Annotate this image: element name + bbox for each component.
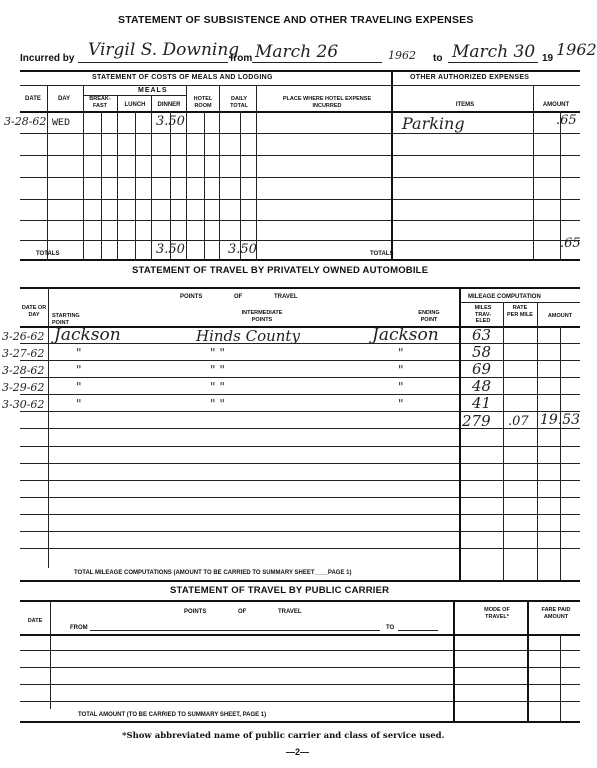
carrier-col-fare: FARE PAID AMOUNT bbox=[541, 607, 571, 620]
meals-col-line bbox=[204, 111, 205, 259]
col-hotel: HOTEL ROOM bbox=[193, 96, 213, 109]
auto-row-line bbox=[20, 411, 580, 412]
meals-col-line bbox=[170, 111, 171, 259]
other-row1-item[interactable]: Parking bbox=[402, 114, 465, 133]
auto-row-date[interactable]: 3-29-62 bbox=[2, 381, 45, 394]
auto-col-line bbox=[48, 288, 49, 568]
auto-row-end[interactable]: " bbox=[398, 363, 404, 377]
auto-row-mid[interactable]: " " bbox=[210, 397, 225, 411]
auto-row-start[interactable]: " bbox=[76, 363, 82, 377]
meals-label: MEALS bbox=[138, 87, 168, 94]
meals-totals-label: TOTALS bbox=[36, 251, 60, 257]
meals-col-line bbox=[101, 111, 102, 259]
auto-row-mid[interactable]: " " bbox=[210, 346, 225, 360]
auto-row-end[interactable]: " bbox=[398, 346, 404, 360]
col-place: PLACE WHERE HOTEL EXPENSE INCURRED bbox=[282, 96, 372, 109]
col-date: DATE bbox=[25, 96, 41, 102]
meals-section-title: STATEMENT OF COSTS OF MEALS AND LODGING bbox=[92, 74, 273, 81]
meals-header-bottom bbox=[20, 111, 580, 113]
to-date[interactable]: March 30 bbox=[452, 42, 536, 62]
col-breakfast: BREAK-FAST bbox=[89, 96, 111, 109]
auto-row-end[interactable]: " bbox=[398, 397, 404, 411]
col-daily: DAILY TOTAL bbox=[230, 96, 248, 109]
carrier-col-mode: MODE OF TRAVEL* bbox=[484, 607, 510, 620]
carrier-header-bottom bbox=[20, 634, 580, 636]
meals-total-daily: 3.50 bbox=[228, 242, 257, 257]
other-total-amount: .65 bbox=[560, 236, 581, 251]
auto-row-line bbox=[20, 531, 580, 532]
meals-table-top bbox=[20, 70, 580, 72]
auto-row-date[interactable]: 3-30-62 bbox=[2, 398, 45, 411]
year1: 1962 bbox=[388, 49, 416, 62]
other-section-title: OTHER AUTHORIZED EXPENSES bbox=[410, 74, 530, 81]
meals-col-line bbox=[186, 86, 187, 259]
incurred-label: Incurred by bbox=[20, 53, 75, 64]
auto-row-start[interactable]: " bbox=[76, 346, 82, 360]
page-number: —2— bbox=[286, 747, 310, 757]
meals-col-line bbox=[83, 86, 84, 259]
meals-other-divider bbox=[391, 70, 393, 260]
auto-footer-label: TOTAL MILEAGE COMPUTATIONS (AMOUNT TO BE CARRIED TO SUMMARY SHEET____PAGE 1) bbox=[74, 570, 352, 576]
carrier-fare-divider bbox=[527, 601, 529, 721]
auto-row-line bbox=[20, 446, 580, 447]
auto-row-date[interactable]: 3-27-62 bbox=[2, 347, 45, 360]
auto-row-date[interactable]: 3-28-62 bbox=[2, 364, 45, 377]
other-amount-line bbox=[533, 86, 534, 259]
meals-title-rule bbox=[20, 85, 580, 86]
auto-col-starting: STARTING POINT bbox=[52, 313, 80, 326]
auto-row-line bbox=[20, 394, 580, 395]
from-label: from bbox=[230, 53, 253, 64]
auto-section-title: STATEMENT OF TRAVEL BY PRIVATELY OWNED AUTOMOBILE bbox=[132, 265, 429, 276]
carrier-section-title: STATEMENT OF TRAVEL BY PUBLIC CARRIER bbox=[170, 585, 390, 596]
auto-row-miles[interactable]: 58 bbox=[472, 343, 492, 361]
auto-col-date: DATE OR DAY bbox=[21, 305, 47, 318]
to-label: to bbox=[433, 53, 443, 64]
meals-col-line bbox=[47, 86, 48, 259]
meal-row1-dinner[interactable]: 3.50 bbox=[156, 114, 185, 129]
auto-row-miles[interactable]: 41 bbox=[472, 394, 492, 412]
mileage-subrule bbox=[460, 302, 580, 303]
auto-col-miles: MILES TRAV-ELED bbox=[474, 305, 492, 324]
meals-col-line bbox=[117, 95, 118, 259]
auto-total-miles[interactable]: 279 bbox=[462, 412, 491, 430]
other-totals-label: TOTALS bbox=[370, 251, 394, 257]
auto-row-end[interactable]: " bbox=[398, 380, 404, 394]
carrier-to-label: TO bbox=[386, 625, 395, 631]
auto-col-intermediate: INTERMEDIATE POINTS bbox=[241, 310, 283, 323]
auto-table-top bbox=[20, 287, 580, 289]
auto-row-line bbox=[20, 480, 580, 481]
auto-row-line bbox=[20, 514, 580, 515]
mileage-label: MILEAGE COMPUTATION bbox=[468, 294, 541, 300]
meals-row-line bbox=[20, 199, 580, 200]
auto-total-amount[interactable]: 19.53 bbox=[540, 412, 581, 428]
carrier-to-underline bbox=[398, 630, 438, 631]
from-underline bbox=[252, 62, 382, 63]
auto-col-line bbox=[537, 302, 538, 580]
to-underline bbox=[448, 62, 538, 63]
auto-row-start[interactable]: " bbox=[76, 380, 82, 394]
carrier-row-line bbox=[20, 701, 580, 702]
col-lunch: LUNCH bbox=[124, 102, 146, 108]
auto-mileage-divider bbox=[459, 288, 461, 580]
auto-row-start[interactable]: Jackson bbox=[54, 325, 121, 345]
meals-col-line bbox=[256, 86, 257, 259]
meals-total-dinner: 3.50 bbox=[156, 242, 185, 257]
carrier-col-date: DATE bbox=[27, 618, 43, 624]
auto-row-line bbox=[20, 497, 580, 498]
auto-row-line bbox=[20, 428, 580, 429]
auto-col-line bbox=[503, 302, 504, 580]
meals-col-line bbox=[219, 86, 220, 259]
form-title: STATEMENT OF SUBSISTENCE AND OTHER TRAVELING EXPENSES bbox=[118, 14, 474, 26]
carrier-from-underline bbox=[90, 630, 380, 631]
auto-row-line bbox=[20, 360, 580, 361]
carrier-table-bottom bbox=[20, 721, 580, 723]
from-date[interactable]: March 26 bbox=[255, 42, 339, 62]
carrier-mode-divider bbox=[453, 601, 455, 721]
auto-row-date[interactable]: 3-26-62 bbox=[2, 330, 45, 343]
meals-col-line bbox=[151, 95, 152, 259]
auto-table-bottom bbox=[20, 580, 580, 582]
other-row1-amount[interactable]: .65 bbox=[556, 113, 577, 128]
auto-points-label: POINTS OF TRAVEL bbox=[180, 294, 298, 300]
carrier-table-top bbox=[20, 600, 580, 602]
meals-row-line bbox=[20, 220, 580, 221]
col-dinner: DINNER bbox=[157, 102, 181, 108]
meal-row1-date[interactable]: 3-28-62 bbox=[4, 115, 47, 128]
auto-row-miles[interactable]: 69 bbox=[472, 360, 492, 378]
col-day: DAY bbox=[57, 96, 71, 102]
meals-col-line bbox=[240, 111, 241, 259]
carrier-points-label: POINTS OF TRAVEL bbox=[184, 609, 302, 615]
carrier-row-line bbox=[20, 684, 580, 685]
meals-row-line bbox=[20, 133, 580, 134]
meals-row-line bbox=[20, 240, 580, 241]
carrier-row-line bbox=[20, 667, 580, 668]
auto-row-miles[interactable]: 63 bbox=[472, 326, 492, 344]
auto-row-mid[interactable]: " " bbox=[210, 380, 225, 394]
auto-row-mid[interactable]: Hinds County bbox=[196, 327, 300, 345]
auto-col-amount: AMOUNT bbox=[547, 313, 573, 319]
col-amount: AMOUNT bbox=[542, 102, 570, 108]
carrier-from-label: FROM bbox=[70, 625, 88, 631]
year2: 1962 bbox=[556, 40, 597, 59]
auto-col-ending: ENDING POINT bbox=[418, 310, 440, 323]
carrier-row-line bbox=[20, 650, 580, 651]
auto-row-line bbox=[20, 463, 580, 464]
meals-col-line bbox=[135, 111, 136, 259]
auto-row-line bbox=[20, 548, 580, 549]
carrier-footer-label: TOTAL AMOUNT (TO BE CARRIED TO SUMMARY SHEET, PAGE 1) bbox=[78, 712, 267, 718]
auto-row-start[interactable]: " bbox=[76, 397, 82, 411]
incurred-underline bbox=[78, 62, 228, 63]
auto-rate[interactable]: .07 bbox=[508, 414, 529, 429]
auto-row-end[interactable]: Jackson bbox=[372, 325, 439, 345]
auto-col-rate: RATE PER MILE bbox=[507, 305, 533, 318]
col-items: ITEMS bbox=[455, 102, 475, 108]
year-prefix: 19 bbox=[542, 53, 554, 64]
meals-row-line bbox=[20, 177, 580, 178]
meals-row-line bbox=[20, 155, 580, 156]
auto-row-miles[interactable]: 48 bbox=[472, 377, 492, 395]
carrier-cents-line bbox=[560, 634, 561, 721]
auto-col-line bbox=[560, 326, 561, 580]
carrier-col-line bbox=[50, 601, 51, 709]
incurred-name[interactable]: Virgil S. Downing bbox=[88, 40, 240, 60]
footnote: *Show abbreviated name of public carrier and class of service used. bbox=[122, 731, 445, 741]
auto-row-mid[interactable]: " " bbox=[210, 363, 225, 377]
meal-row1-day[interactable]: WED bbox=[52, 118, 71, 129]
auto-row-line bbox=[20, 377, 580, 378]
meals-table-bottom bbox=[20, 259, 580, 261]
